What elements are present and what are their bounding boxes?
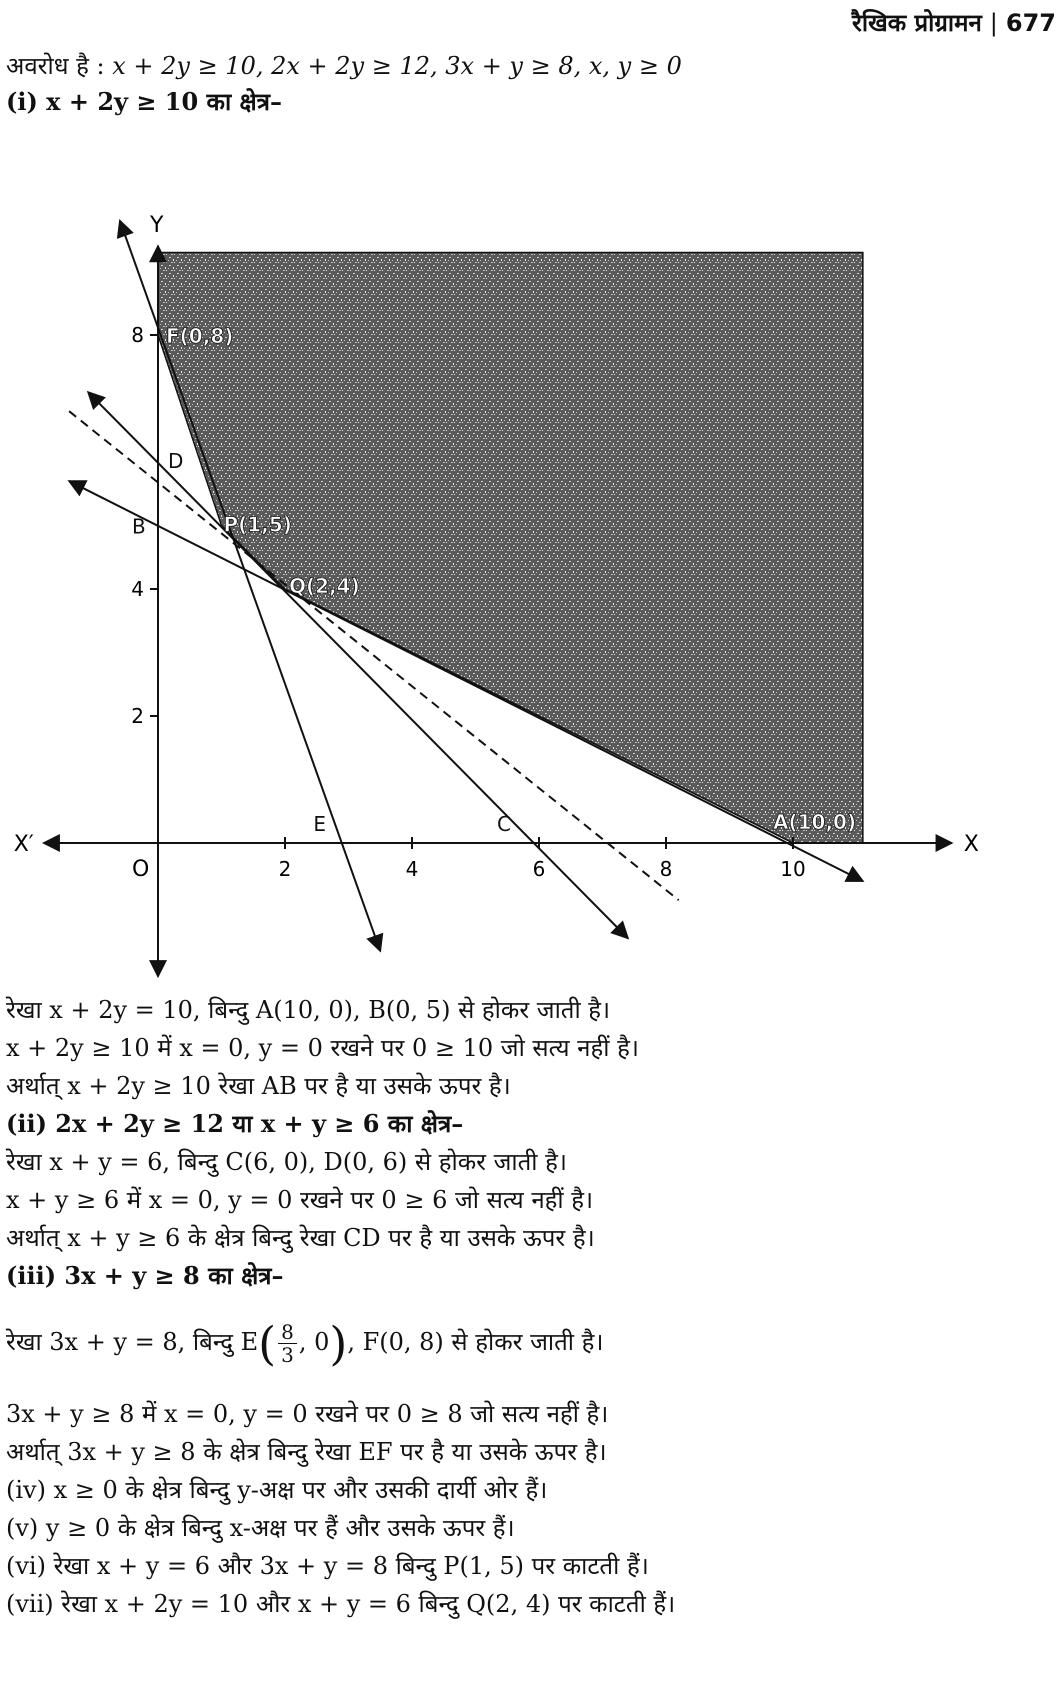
x-tick-label: 8: [659, 857, 673, 881]
y-tick-label: 4: [131, 577, 144, 601]
text-line-12: (iv) x ≥ 0 के क्षेत्र बिन्दु y-अक्ष पर और उसकी दार्यी ओर हैं।: [6, 1476, 548, 1504]
line-9-after-fraction: , 0: [298, 1328, 330, 1356]
origin-label: O: [132, 857, 150, 882]
point-label: A(10,0): [773, 810, 857, 834]
close-paren: ): [329, 1316, 348, 1371]
x-tick-label: 6: [532, 857, 546, 881]
x-tick-label: 4: [405, 857, 419, 881]
line-9-end: , F(0, 8) से होकर जाती है।: [347, 1328, 604, 1356]
text-line-11: अर्थात् 3x + y ≥ 8 के क्षेत्र बिन्दु रेखा EF पर है या उसके ऊपर है।: [6, 1438, 607, 1466]
header-separator: |: [989, 9, 998, 37]
x-axis-label: X: [963, 832, 979, 857]
text-line-1: रेखा x + 2y = 10, बिन्दु A(10, 0), B(0, 5) से होकर जाती है।: [6, 996, 611, 1024]
x-neg-axis-label: X′: [13, 832, 34, 857]
point-label: P(1,5): [223, 512, 292, 537]
fraction-numerator: 8: [278, 1321, 297, 1344]
y-tick-label: 8: [131, 323, 144, 347]
point-label: F(0,8): [166, 324, 234, 348]
text-line-15: (vii) रेखा x + 2y = 10 और x + y = 6 बिन्दु Q(2, 4) पर काटती हैं।: [6, 1590, 676, 1618]
open-paren: (: [258, 1316, 277, 1371]
text-line-6: x + y ≥ 6 में x = 0, y = 0 रखने पर 0 ≥ 6 जो सत्य नहीं है।: [6, 1186, 594, 1214]
text-line-8: (iii) 3x + y ≥ 8 का क्षेत्र–: [6, 1261, 284, 1290]
page-header: [852, 6, 1056, 39]
feasible-region-graph: [0, 128, 1000, 988]
constraints-text: x + 2y ≥ 10, 2x + 2y ≥ 12, 3x + y ≥ 8, x, y ≥ 0: [112, 52, 682, 80]
page-number: 677: [1005, 9, 1056, 37]
y-tick-label: 2: [131, 704, 144, 728]
chapter-title: रैखिक प्रोग्रामन: [852, 9, 982, 37]
point-label: B: [132, 514, 146, 539]
point-label: C: [497, 812, 511, 836]
text-line-14: (vi) रेखा x + y = 6 और 3x + y = 8 बिन्दु P(1, 5) पर काटती हैं।: [6, 1552, 649, 1580]
x-tick-label: 2: [278, 857, 292, 881]
region-i-heading: (i) x + 2y ≥ 10 का क्षेत्र–: [6, 87, 282, 116]
text-line-9: [6, 1312, 603, 1374]
text-line-10: 3x + y ≥ 8 में x = 0, y = 0 रखने पर 0 ≥ 8 जो सत्य नहीं है।: [6, 1400, 609, 1428]
text-line-7: अर्थात् x + y ≥ 6 के क्षेत्र बिन्दु रेखा CD पर है या उसके ऊपर है।: [6, 1224, 595, 1252]
constraints-label: अवरोध है :: [6, 52, 105, 80]
text-line-4: (ii) 2x + 2y ≥ 12 या x + y ≥ 6 का क्षेत्र–: [6, 1109, 464, 1138]
text-line-2: x + 2y ≥ 10 में x = 0, y = 0 रखने पर 0 ≥ 10 जो सत्य नहीं है।: [6, 1034, 639, 1062]
line-9-start: रेखा 3x + y = 8, बिन्दु E: [6, 1328, 259, 1356]
point-label: D: [168, 449, 184, 473]
text-line-13: (v) y ≥ 0 के क्षेत्र बिन्दु x-अक्ष पर हैं और उसके ऊपर हैं।: [6, 1514, 515, 1542]
x-tick-label: 10: [780, 857, 806, 881]
text-line-5: रेखा x + y = 6, बिन्दु C(6, 0), D(0, 6) से होकर जाती है।: [6, 1148, 567, 1176]
y-axis-label: Y: [150, 213, 164, 239]
text-line-3: अर्थात् x + 2y ≥ 10 रेखा AB पर है या उसके ऊपर है।: [6, 1072, 511, 1100]
fraction-8-3: [278, 1321, 297, 1366]
feasible-region: [158, 252, 863, 843]
point-label: E: [313, 812, 326, 836]
point-label: Q(2,4): [289, 574, 360, 598]
fraction-denominator: 3: [281, 1343, 294, 1367]
constraints-line: [6, 50, 682, 82]
